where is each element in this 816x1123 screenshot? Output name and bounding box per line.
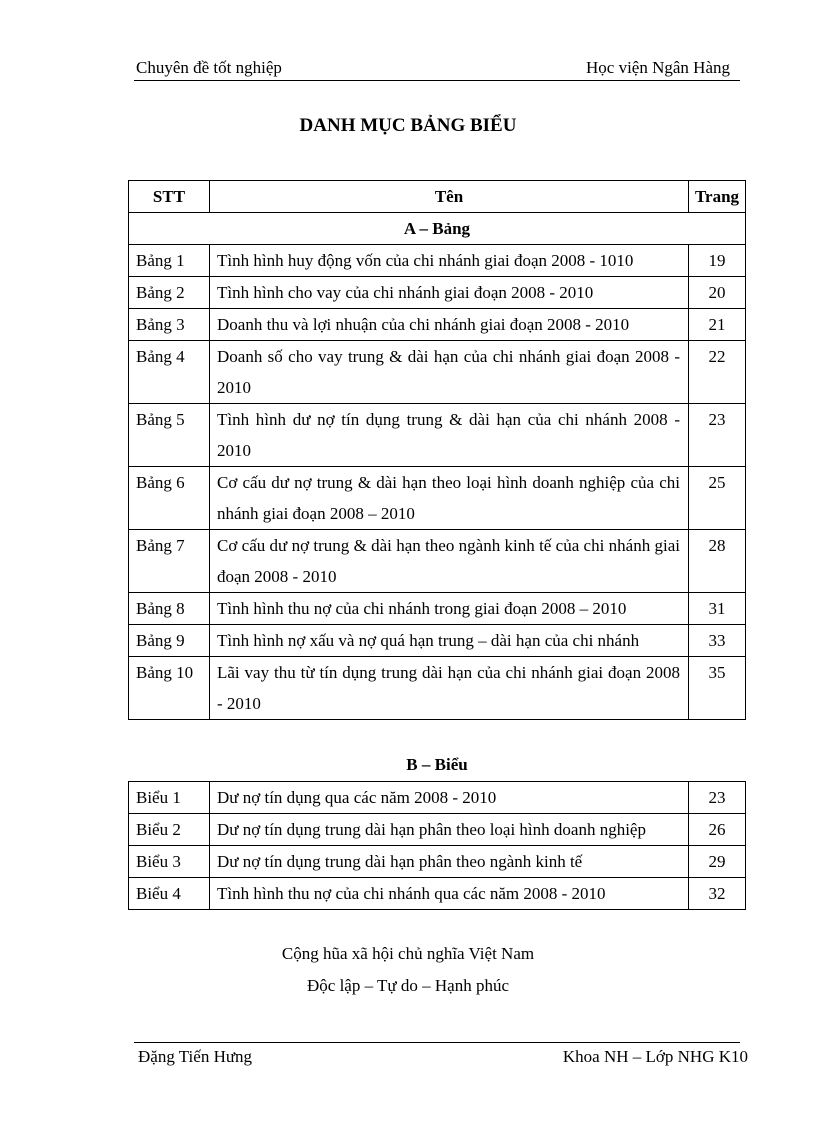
page-title: DANH MỤC BẢNG BIỂU <box>299 115 517 136</box>
section-b-heading: B – Biểu <box>406 755 468 774</box>
row-name: Doanh số cho vay trung & dài hạn của chi nhánh giai đoạn 2008 - 2010 <box>210 341 689 404</box>
row-page: 23 <box>689 404 746 467</box>
page-footer <box>134 1042 748 1066</box>
row-name: Tình hình nợ xấu và nợ quá hạn trung – dài hạn của chi nhánh <box>210 625 689 657</box>
motto-line-2: Độc lập – Tự do – Hạnh phúc <box>307 976 509 995</box>
row-name: Tình hình thu nợ của chi nhánh qua các năm 2008 - 2010 <box>210 878 689 910</box>
row-page: 29 <box>689 846 746 878</box>
row-stt: Biểu 3 <box>129 846 210 878</box>
row-page: 28 <box>689 530 746 593</box>
table-row <box>129 341 746 404</box>
row-page: 35 <box>689 657 746 720</box>
row-stt: Bảng 3 <box>129 309 210 341</box>
row-page: 21 <box>689 309 746 341</box>
header-left: Chuyên đề tốt nghiệp <box>136 58 282 77</box>
row-stt: Biểu 4 <box>129 878 210 910</box>
table-a <box>128 180 746 720</box>
row-page: 19 <box>689 245 746 277</box>
row-stt: Bảng 4 <box>129 341 210 404</box>
table-row <box>129 625 746 657</box>
row-name: Dư nợ tín dụng trung dài hạn phân theo loại hình doanh nghiệp <box>210 814 689 846</box>
row-name: Dư nợ tín dụng trung dài hạn phân theo ngành kinh tế <box>210 846 689 878</box>
row-stt: Bảng 5 <box>129 404 210 467</box>
col-header-name: Tên <box>210 181 689 213</box>
row-stt: Bảng 8 <box>129 593 210 625</box>
table-row <box>129 530 746 593</box>
col-header-stt: STT <box>129 181 210 213</box>
footer-right: Khoa NH – Lớp NHG K10 <box>562 1047 748 1066</box>
page-header <box>134 56 740 81</box>
row-page: 23 <box>689 782 746 814</box>
table-row <box>129 846 746 878</box>
header-right: Học viện Ngân Hàng <box>586 58 730 77</box>
table-row <box>129 277 746 309</box>
row-page: 25 <box>689 467 746 530</box>
row-name: Cơ cấu dư nợ trung & dài hạn theo loại hình doanh nghiệp của chi nhánh giai đoạn 2008 – 2010 <box>210 467 689 530</box>
col-header-page: Trang <box>689 181 746 213</box>
table-row <box>129 814 746 846</box>
row-stt: Bảng 2 <box>129 277 210 309</box>
row-name: Dư nợ tín dụng qua các năm 2008 - 2010 <box>210 782 689 814</box>
row-stt: Bảng 10 <box>129 657 210 720</box>
section-a-heading: A – Bảng <box>129 213 746 245</box>
table-row <box>129 657 746 720</box>
table-row <box>129 593 746 625</box>
table-b <box>128 781 746 910</box>
row-name: Tình hình cho vay của chi nhánh giai đoạn 2008 - 2010 <box>210 277 689 309</box>
row-page: 31 <box>689 593 746 625</box>
row-stt: Biểu 2 <box>129 814 210 846</box>
footer-left: Đặng Tiến Hưng <box>138 1047 253 1066</box>
row-page: 32 <box>689 878 746 910</box>
row-name: Tình hình huy động vốn của chi nhánh giai đoạn 2008 - 1010 <box>210 245 689 277</box>
table-row <box>129 404 746 467</box>
row-name: Tình hình thu nợ của chi nhánh trong giai đoạn 2008 – 2010 <box>210 593 689 625</box>
table-row <box>129 245 746 277</box>
row-page: 26 <box>689 814 746 846</box>
row-page: 22 <box>689 341 746 404</box>
table-row <box>129 309 746 341</box>
row-page: 20 <box>689 277 746 309</box>
motto-line-1: Cộng hũa xã hội chủ nghĩa Việt Nam <box>281 944 535 963</box>
table-row <box>129 467 746 530</box>
row-stt: Bảng 1 <box>129 245 210 277</box>
table-row <box>129 782 746 814</box>
row-name: Doanh thu và lợi nhuận của chi nhánh giai đoạn 2008 - 2010 <box>210 309 689 341</box>
row-stt: Bảng 6 <box>129 467 210 530</box>
row-name: Lãi vay thu từ tín dụng trung dài hạn của chi nhánh giai đoạn 2008 - 2010 <box>210 657 689 720</box>
row-stt: Bảng 7 <box>129 530 210 593</box>
row-stt: Bảng 9 <box>129 625 210 657</box>
row-name: Cơ cấu dư nợ trung & dài hạn theo ngành kinh tế của chi nhánh giai đoạn 2008 - 2010 <box>210 530 689 593</box>
row-name: Tình hình dư nợ tín dụng trung & dài hạn của chi nhánh 2008 - 2010 <box>210 404 689 467</box>
row-page: 33 <box>689 625 746 657</box>
row-stt: Biểu 1 <box>129 782 210 814</box>
table-row <box>129 878 746 910</box>
